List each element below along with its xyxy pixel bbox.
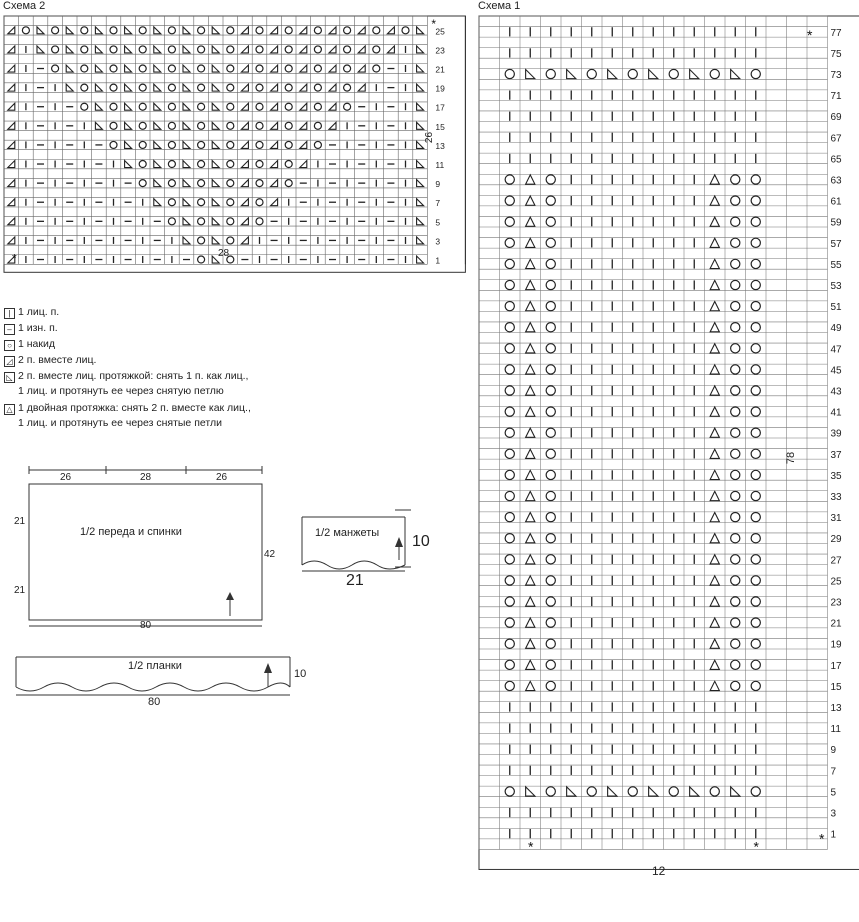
schema2-row-number: 7: [435, 198, 441, 209]
schema1-row-number: 65: [830, 154, 842, 166]
schema1-row-number: 67: [830, 133, 842, 145]
schema1-row-number: 69: [830, 112, 842, 124]
star-marker-icon: *: [819, 830, 825, 847]
schema2-row-number: 13: [435, 140, 445, 151]
schema1-row-number: 13: [830, 703, 842, 715]
schema2-width-label: 28: [218, 248, 230, 259]
schema2-row-number: 25: [435, 26, 445, 37]
body-left-dim-2: 21: [14, 585, 26, 596]
star-marker-icon: *: [807, 27, 813, 43]
schema1-row-number: 53: [830, 281, 842, 293]
schema2-row-number: 9: [435, 179, 441, 190]
schema1-row-number: 75: [830, 48, 842, 60]
legend-k2tog: [4, 353, 96, 367]
body-piece-diagram: [0, 460, 300, 640]
body-bottom-dim: 80: [140, 620, 152, 631]
schema1-row-number: 61: [830, 196, 842, 208]
body-top-dim-3: 26: [216, 472, 228, 483]
legend-purl-text: 1 изн. п.: [18, 322, 58, 334]
band-bottom-dim: 80: [148, 696, 161, 708]
legend-yo-text: 1 накид: [18, 338, 55, 350]
schema2-row-number: 5: [435, 217, 441, 228]
schema1-row-number: 1: [830, 829, 837, 841]
schema1-row-number: 3: [830, 808, 837, 820]
ssk-symbol-icon: ◺: [4, 372, 15, 383]
schema1-row-number: 27: [830, 555, 842, 567]
schema1-row-number: 41: [830, 407, 842, 419]
schema1-height-label: 78: [785, 451, 798, 465]
schema1-row-number: 9: [830, 745, 837, 757]
schema1-row-number: 11: [830, 724, 841, 736]
cuff-bottom-dim: 21: [346, 572, 364, 589]
schema1-row-number: 29: [830, 534, 842, 546]
body-piece-label: 1/2 переда и спинки: [80, 526, 182, 538]
schema1-row-number: 35: [830, 470, 842, 482]
cuff-label: 1/2 манжеты: [315, 527, 380, 539]
schema2-row-number: 23: [435, 45, 445, 56]
schema1-row-number: 49: [830, 323, 842, 335]
schema2-row-number: 1: [435, 255, 441, 266]
schema1-row-number: 55: [830, 259, 842, 271]
legend-yo: [4, 337, 55, 351]
schema1-row-number: 33: [830, 492, 842, 504]
star-marker-icon: *: [12, 251, 17, 266]
schema1-row-number: 73: [830, 70, 842, 82]
legend-knit-text: 1 лиц. п.: [18, 306, 60, 318]
schema1-row-number: 47: [830, 344, 842, 356]
schema1-row-number: 77: [830, 27, 842, 39]
schema1-row-number: 7: [830, 766, 837, 778]
schema1-row-number: 15: [830, 681, 842, 693]
legend-double: [4, 401, 251, 415]
legend-dbl-text-1: 1 двойная протяжка: снять 2 п. вместе как лиц.,: [18, 402, 251, 414]
schema1-row-number: 23: [830, 597, 842, 609]
schema2-row-number: 17: [435, 102, 445, 113]
schema1-row-number: 17: [830, 660, 842, 672]
schema1-chart: [475, 12, 859, 922]
schema2-height-label: 26: [424, 131, 436, 144]
schema2-row-number: 15: [435, 121, 445, 132]
legend: [0, 305, 470, 455]
legend-ssk-text-1: 2 п. вместе лиц. протяжкой: снять 1 п. как лиц.,: [18, 370, 249, 382]
schema1-row-number: 51: [830, 302, 842, 314]
schema1-row-number: 43: [830, 386, 842, 398]
star-marker-icon: *: [753, 838, 759, 855]
schema1-row-number: 31: [830, 513, 842, 525]
schema1-row-number: 71: [830, 91, 842, 103]
yarn-over-symbol-icon: ○: [4, 340, 15, 351]
knit-symbol-icon: |: [4, 308, 15, 319]
schema1-width-label: 12: [652, 864, 666, 878]
legend-ssk-line2: 1 лиц. и протянуть ее через снятую петлю: [18, 385, 224, 397]
legend-knit: [4, 305, 59, 319]
schema2-title: Схема 2: [3, 0, 46, 12]
schema1-row-number: 63: [830, 175, 842, 187]
cuff-right-dim: 10: [412, 533, 430, 550]
legend-k2tog-text: 2 п. вместе лиц.: [18, 354, 97, 366]
star-marker-icon: *: [528, 838, 534, 855]
schema1-row-number: 25: [830, 576, 842, 588]
body-top-dim-2: 28: [140, 472, 152, 483]
schema1-row-number: 39: [830, 428, 842, 440]
schema2-row-number: 21: [435, 64, 445, 75]
schema1-row-number: 21: [830, 618, 842, 630]
band-label: 1/2 планки: [128, 660, 182, 672]
body-left-dim-1: 21: [14, 516, 26, 527]
body-top-dim-1: 26: [60, 472, 72, 483]
schema2-row-number: 11: [435, 160, 445, 171]
schema1-title: Схема 1: [478, 0, 521, 12]
schema1-row-number: 59: [830, 217, 842, 229]
k2tog-symbol-icon: ◿: [4, 356, 15, 367]
schema2-chart: [0, 12, 470, 277]
double-decrease-symbol-icon: △: [4, 404, 15, 415]
schema2-row-number: 19: [435, 83, 445, 94]
legend-double-line2: 1 лиц. и протянуть ее через снятые петли: [18, 417, 222, 429]
star-marker-icon: *: [431, 17, 437, 31]
band-right-dim: 10: [294, 668, 307, 680]
legend-purl: [4, 321, 58, 335]
purl-symbol-icon: –: [4, 324, 15, 335]
schema1-row-number: 45: [830, 365, 842, 377]
schema1-row-number: 5: [830, 787, 837, 799]
body-right-dim: 42: [264, 549, 276, 560]
schema1-row-number: 57: [830, 238, 842, 250]
legend-ssk: [4, 369, 248, 383]
schema1-row-number: 19: [830, 639, 842, 651]
schema1-row-number: 37: [830, 449, 842, 461]
schema2-row-number: 3: [435, 236, 441, 247]
